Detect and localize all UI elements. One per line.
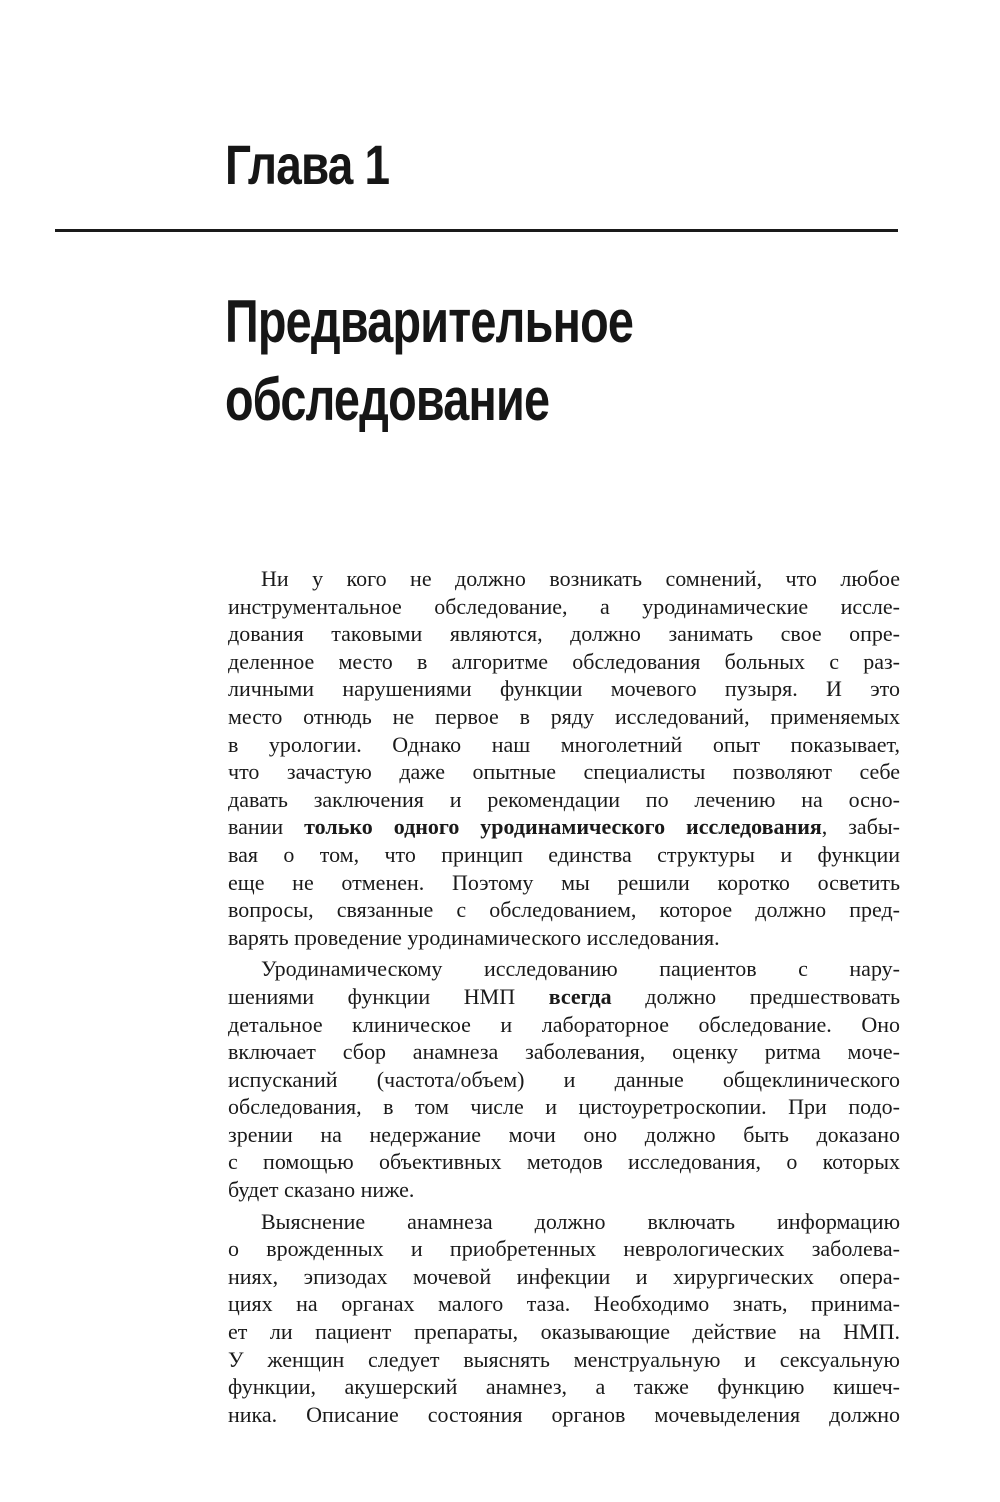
bold-emphasis: только одного уродинамического исследования: [304, 814, 822, 840]
text-line: с помощью объективных методов исследования, о которых: [228, 1149, 900, 1175]
bold-emphasis: всегда: [548, 983, 612, 1009]
text-line: в урологии. Однако наш многолетний опыт показывает,: [228, 731, 900, 757]
text-line: что зачастую даже опытные специалисты позволяют себе: [228, 759, 900, 785]
text-line: вопросы, связанные с обследованием, которое должно пред-: [228, 897, 900, 923]
body-text: [228, 565, 900, 1432]
text-line: Выяснение анамнеза должно включать информацию: [261, 1208, 900, 1234]
text-line: давать заключения и рекомендации по лечению на осно-: [228, 786, 900, 812]
text-line: еще не отменен. Поэтому мы решили коротко осветить: [228, 869, 900, 895]
text-line: ет ли пациент препараты, оказывающие действие на НМП.: [228, 1319, 900, 1345]
text-line: Ни у кого не должно возникать сомнений, что любое: [261, 566, 900, 591]
paragraph-3: [228, 1208, 900, 1429]
text-line: обследования, в том числе и цистоуретроскопии. При подо-: [228, 1094, 900, 1120]
paragraph-2: [228, 955, 900, 1203]
text-line: функции, акушерский анамнез, а также функцию кишеч-: [228, 1374, 900, 1400]
text-line: деленное место в алгоритме обследования больных с раз-: [228, 648, 900, 674]
text-line: ниях, эпизодах мочевой инфекции и хирургических опера-: [228, 1263, 900, 1289]
text-line: место отнюдь не первое в ряду исследований, применяемых: [228, 703, 900, 729]
text-run: должно предшествовать: [611, 983, 900, 1009]
text-run: шениями функции НМП: [228, 983, 549, 1009]
text-run: , забы-: [821, 814, 901, 840]
text-line: [228, 983, 900, 1011]
text-line: ника. Описание состояния органов мочевыделения должно: [228, 1401, 900, 1427]
text-line: инструментальное обследование, а уродинамические иссле-: [228, 593, 900, 619]
text-line: У женщин следует выяснять менструальную и сексуальную: [228, 1346, 900, 1372]
paragraph-1: [228, 565, 900, 951]
text-line: циях на органах малого таза. Необходимо знать, принима-: [228, 1291, 900, 1317]
text-line: вая о том, что принцип единства структуры и функции: [228, 841, 900, 867]
text-line: детальное клиническое и лабораторное обследование. Оно: [228, 1011, 900, 1037]
chapter-label: Глава 1: [225, 133, 390, 196]
text-line: испусканий (частота/объем) и данные общеклинического: [228, 1066, 900, 1092]
chapter-title-line-2: обследование: [225, 366, 550, 433]
text-line: дования таковыми являются, должно занимать свое опре-: [228, 621, 900, 647]
text-line: личными нарушениями функции мочевого пузыря. И это: [228, 676, 900, 702]
text-line: Уродинамическому исследованию пациентов с нару-: [261, 956, 900, 982]
text-line: будет сказано ниже.: [228, 1177, 415, 1203]
text-line: включает сбор анамнеза заболевания, оценку ритма моче-: [228, 1039, 900, 1065]
text-line: о врожденных и приобретенных неврологических заболева-: [228, 1236, 900, 1262]
text-line: варять проведение уродинамического исследования.: [228, 924, 720, 950]
text-run: вании: [228, 814, 305, 840]
text-line: зрении на недержание мочи оно должно быть доказано: [228, 1121, 900, 1147]
chapter-title: [225, 283, 633, 439]
text-line: [228, 813, 900, 841]
chapter-title-line-1: Предварительное: [225, 288, 634, 355]
chapter-rule: [55, 229, 898, 232]
